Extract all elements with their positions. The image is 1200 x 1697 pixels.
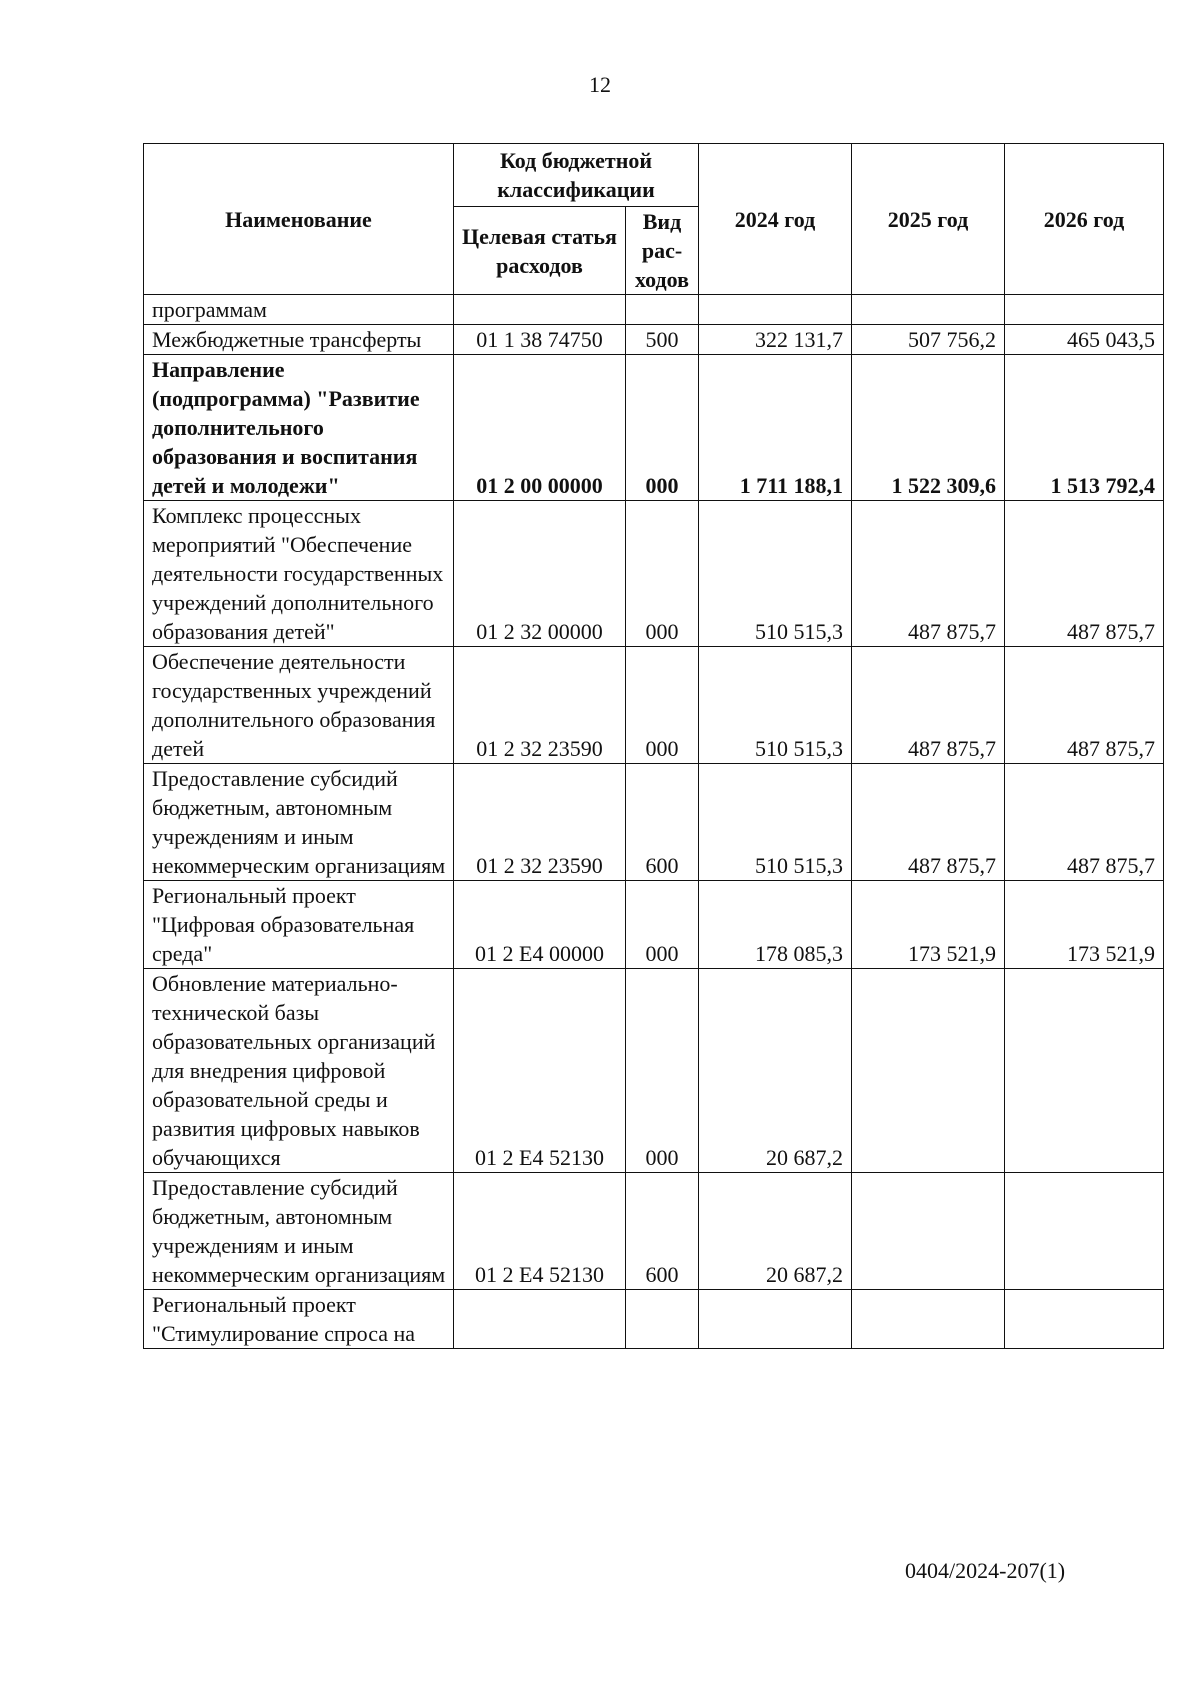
row-kind-code: 000 [626,501,699,647]
header-2024: 2024 год [699,144,852,295]
row-name: Межбюджетные трансферты [144,325,454,355]
row-target-code: 01 1 38 74750 [454,325,626,355]
row-target-code: 01 2 00 00000 [454,355,626,501]
row-value-2025 [852,1290,1005,1349]
row-value-2024: 1 711 188,1 [699,355,852,501]
row-value-2024: 178 085,3 [699,881,852,969]
row-name: Комплекс процессных мероприятий "Обеспечение деятельности государственных учреждений дополнительного образования детей" [144,501,454,647]
table-body [144,295,1164,1349]
table-row [144,647,1164,764]
table-row [144,1290,1164,1349]
row-value-2025 [852,1173,1005,1290]
row-value-2024: 322 131,7 [699,325,852,355]
row-value-2025: 487 875,7 [852,647,1005,764]
row-kind-code: 000 [626,881,699,969]
row-target-code: 01 2 Е4 52130 [454,1173,626,1290]
row-kind-code: 000 [626,355,699,501]
row-name: Предоставление субсидий бюджетным, автономным учреждениям и иным некоммерческим организациям [144,764,454,881]
row-target-code: 01 2 32 23590 [454,764,626,881]
header-2026: 2026 год [1005,144,1164,295]
row-target-code: 01 2 Е4 52130 [454,969,626,1173]
row-value-2026 [1005,1173,1164,1290]
header-2025: 2025 год [852,144,1005,295]
row-value-2025: 487 875,7 [852,501,1005,647]
row-name: программам [144,295,454,325]
row-value-2025 [852,969,1005,1173]
row-kind-code: 600 [626,764,699,881]
row-value-2025: 173 521,9 [852,881,1005,969]
row-value-2026: 487 875,7 [1005,764,1164,881]
row-name: Предоставление субсидий бюджетным, автономным учреждениям и иным некоммерческим организациям [144,1173,454,1290]
page-number: 12 [589,72,611,97]
row-kind-code [626,295,699,325]
row-target-code: 01 2 Е4 00000 [454,881,626,969]
table-row [144,501,1164,647]
header-name: Наименование [144,144,454,295]
row-name: Обеспечение деятельности государственных учреждений дополнительного образования детей [144,647,454,764]
row-value-2025 [852,295,1005,325]
row-value-2024: 20 687,2 [699,969,852,1173]
row-kind-code: 500 [626,325,699,355]
header-target: Целевая статья расходов [454,207,626,295]
table-row [144,1173,1164,1290]
row-value-2026 [1005,295,1164,325]
row-value-2024: 20 687,2 [699,1173,852,1290]
row-value-2025: 487 875,7 [852,764,1005,881]
row-kind-code: 000 [626,647,699,764]
row-kind-code [626,1290,699,1349]
table-row [144,325,1164,355]
row-value-2026: 1 513 792,4 [1005,355,1164,501]
table-header [144,144,1164,295]
header-kind: Вид рас-ходов [626,207,699,295]
row-value-2024: 510 515,3 [699,501,852,647]
row-value-2026 [1005,969,1164,1173]
row-name: Региональный проект "Стимулирование спроса на [144,1290,454,1349]
row-value-2024: 510 515,3 [699,764,852,881]
row-value-2024 [699,295,852,325]
budget-table [143,143,1164,1349]
row-target-code [454,1290,626,1349]
header-code-group: Код бюджетной классификации [454,144,699,207]
document-code: 0404/2024-207(1) [905,1558,1066,1583]
row-name: Обновление материально-технической базы образовательных организаций для внедрения цифровой образовательной среды и развития цифровых навыков обучающихся [144,969,454,1173]
row-value-2024 [699,1290,852,1349]
row-name: Региональный проект "Цифровая образовательная среда" [144,881,454,969]
row-value-2026: 487 875,7 [1005,501,1164,647]
row-kind-code: 600 [626,1173,699,1290]
row-value-2025: 507 756,2 [852,325,1005,355]
row-value-2026: 487 875,7 [1005,647,1164,764]
row-name: Направление (подпрограмма) "Развитие дополнительного образования и воспитания детей и молодежи" [144,355,454,501]
table-row [144,295,1164,325]
row-target-code: 01 2 32 23590 [454,647,626,764]
table-row [144,764,1164,881]
row-target-code: 01 2 32 00000 [454,501,626,647]
row-value-2026 [1005,1290,1164,1349]
row-value-2026: 173 521,9 [1005,881,1164,969]
table-row [144,969,1164,1173]
row-value-2025: 1 522 309,6 [852,355,1005,501]
row-kind-code: 000 [626,969,699,1173]
row-value-2026: 465 043,5 [1005,325,1164,355]
table-row [144,881,1164,969]
row-target-code [454,295,626,325]
table-row [144,355,1164,501]
row-value-2024: 510 515,3 [699,647,852,764]
